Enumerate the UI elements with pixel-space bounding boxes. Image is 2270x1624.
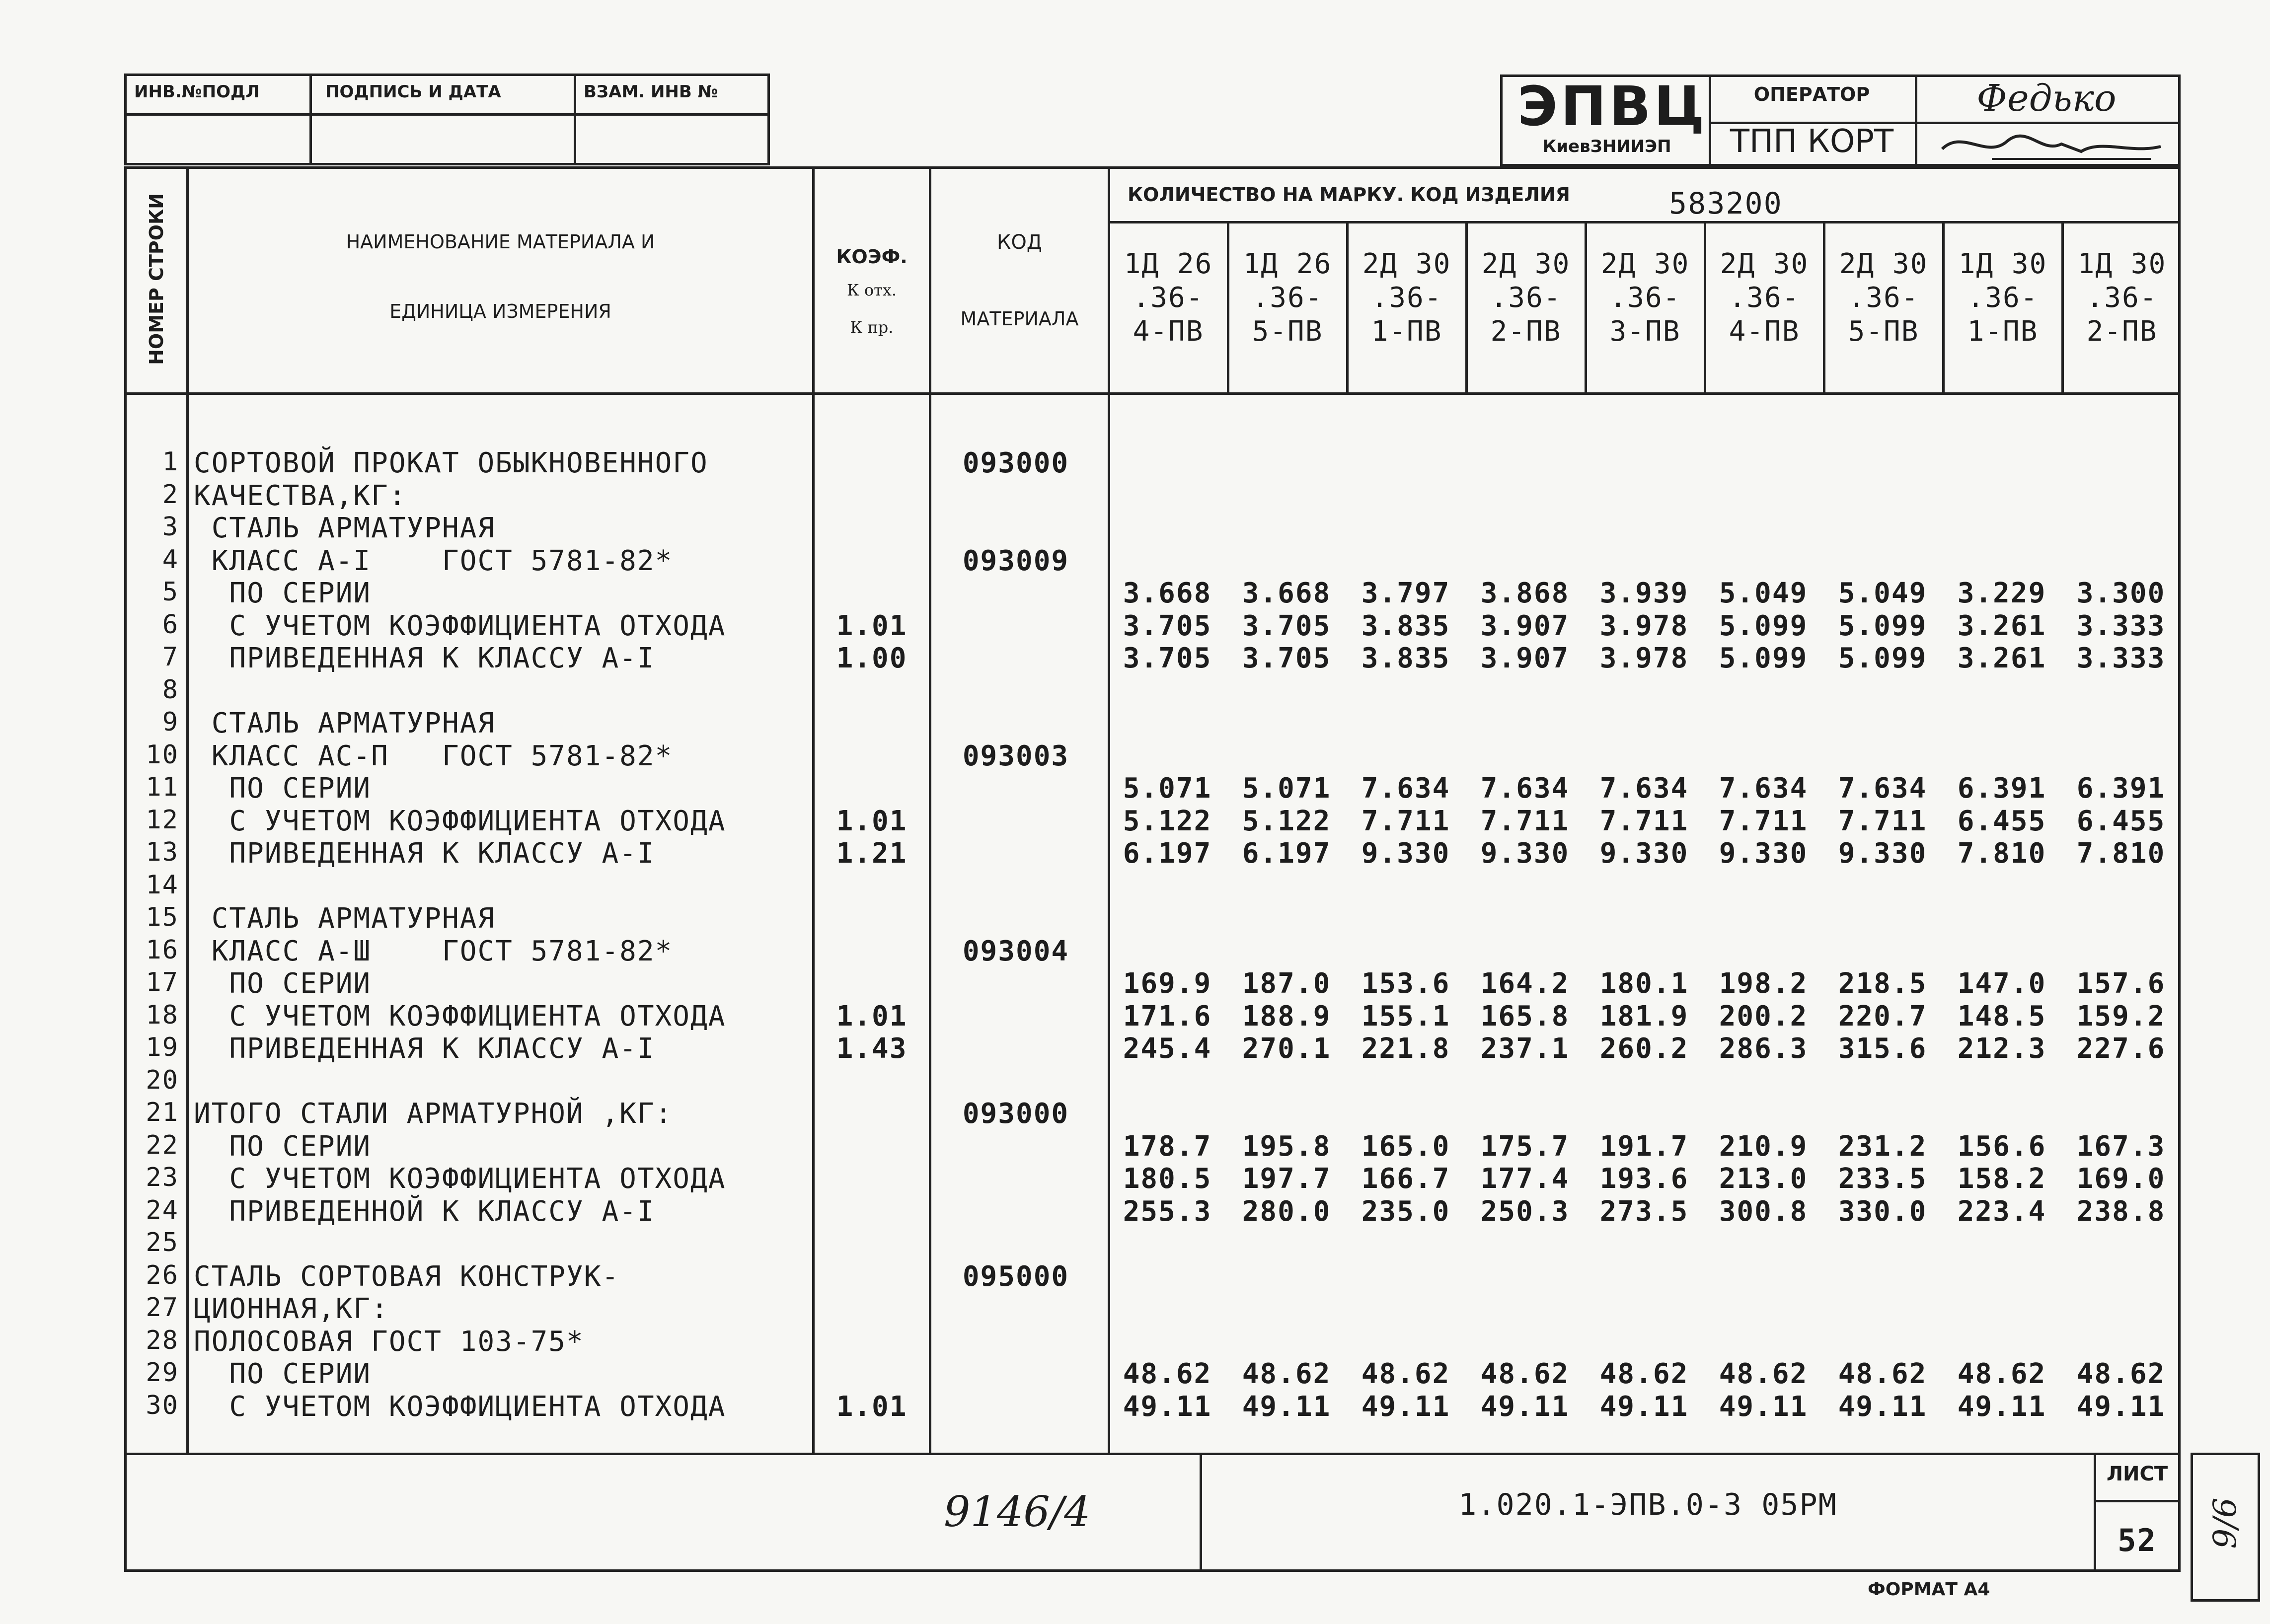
table-cell: 178.7 bbox=[1123, 1130, 1212, 1163]
table-cell: 48.62 bbox=[1480, 1358, 1570, 1390]
table-cell: 9.330 bbox=[1838, 837, 1927, 870]
column-header-line: .36- bbox=[1609, 282, 1681, 314]
table-cell: 3.907 bbox=[1480, 642, 1570, 674]
table-cell: 9.330 bbox=[1599, 837, 1689, 870]
column-header-line: 1Д 30 bbox=[2077, 248, 2167, 280]
org-logo-subtitle: КиевЗНИИЭП bbox=[1542, 137, 1671, 156]
table-cell: 3.705 bbox=[1123, 642, 1212, 674]
table-cell: 166.7 bbox=[1361, 1163, 1450, 1195]
row-number: 4 bbox=[162, 545, 179, 575]
row-number: 22 bbox=[146, 1130, 179, 1160]
format-label: ФОРМАТ А4 bbox=[1868, 1579, 1990, 1600]
table-cell: 255.3 bbox=[1123, 1195, 1212, 1228]
org-divider bbox=[1915, 74, 1917, 166]
product-code: 583200 bbox=[1669, 186, 1783, 221]
table-cell: 218.5 bbox=[1838, 967, 1927, 1000]
row-code: 093004 bbox=[962, 935, 1069, 967]
podpis-data-label: ПОДПИСЬ И ДАТА bbox=[325, 82, 501, 102]
table-cell: 330.0 bbox=[1838, 1195, 1927, 1228]
table-cell: 48.62 bbox=[1123, 1358, 1212, 1390]
stamp-divider bbox=[124, 113, 770, 116]
inv-podl-label: ИНВ.№ПОДЛ bbox=[134, 82, 260, 102]
sheet-number: 52 bbox=[2118, 1522, 2157, 1558]
row-number: 9 bbox=[162, 707, 179, 737]
table-cell: 286.3 bbox=[1719, 1033, 1808, 1065]
row-name: КЛАСС А-Ш ГОСТ 5781-82* bbox=[194, 935, 673, 967]
row-number: 11 bbox=[146, 772, 179, 802]
table-cell: 180.5 bbox=[1123, 1163, 1212, 1195]
row-number: 12 bbox=[146, 805, 179, 835]
row-coef: 1.21 bbox=[836, 837, 908, 870]
table-cell: 48.62 bbox=[2076, 1358, 2166, 1390]
table-cell: 210.9 bbox=[1719, 1130, 1808, 1163]
row-number: 18 bbox=[146, 1000, 179, 1030]
table-cell: 3.907 bbox=[1480, 610, 1570, 642]
table-cell: 223.4 bbox=[1957, 1195, 2046, 1228]
table-cell: 49.11 bbox=[2076, 1391, 2166, 1423]
handwritten-number: 9146/4 bbox=[944, 1487, 1091, 1536]
table-cell: 6.391 bbox=[1957, 772, 2046, 805]
column-header-line: 3-ПВ bbox=[1609, 315, 1681, 348]
footer-left-edge bbox=[124, 1453, 127, 1572]
table-cell: 5.071 bbox=[1123, 772, 1212, 805]
table-cell: 193.6 bbox=[1599, 1163, 1689, 1195]
code-header-line2: МАТЕРИАЛА bbox=[960, 308, 1079, 330]
column-header-line: 2Д 30 bbox=[1481, 248, 1571, 280]
column-header-line: .36- bbox=[1967, 282, 2039, 314]
table-cell: 7.711 bbox=[1480, 805, 1570, 837]
row-number: 30 bbox=[146, 1391, 179, 1420]
row-name: ПО СЕРИИ bbox=[194, 772, 372, 805]
table-cell: 177.4 bbox=[1480, 1163, 1570, 1195]
footer-bottom bbox=[124, 1569, 2181, 1572]
table-cell: 148.5 bbox=[1957, 1000, 2046, 1033]
row-code: 093000 bbox=[962, 1098, 1069, 1130]
org-logo: ЭПВЦ bbox=[1517, 74, 1708, 138]
table-cell: 6.197 bbox=[1123, 837, 1212, 870]
table-cell: 221.8 bbox=[1361, 1033, 1450, 1065]
row-name: ПО СЕРИИ bbox=[194, 1130, 372, 1163]
table-cell: 273.5 bbox=[1599, 1195, 1689, 1228]
table-cell: 3.229 bbox=[1957, 577, 2046, 609]
row-coef: 1.01 bbox=[836, 1391, 908, 1423]
table-cell: 175.7 bbox=[1480, 1130, 1570, 1163]
table-cell: 5.122 bbox=[1123, 805, 1212, 837]
row-number: 13 bbox=[146, 837, 179, 867]
table-cell: 180.1 bbox=[1599, 967, 1689, 1000]
column-header-line: 4-ПВ bbox=[1133, 315, 1204, 348]
row-code: 093003 bbox=[962, 740, 1069, 772]
table-cell: 3.835 bbox=[1361, 610, 1450, 642]
column-header-line: .36- bbox=[1729, 282, 1800, 314]
row-coef: 1.00 bbox=[836, 642, 908, 674]
column-header-line: 1Д 26 bbox=[1124, 248, 1213, 280]
column-header-line: 1-ПВ bbox=[1967, 315, 2039, 348]
row-number: 28 bbox=[146, 1326, 179, 1355]
table-cell: 3.705 bbox=[1123, 610, 1212, 642]
table-cell: 49.11 bbox=[1361, 1391, 1450, 1423]
row-number: 8 bbox=[162, 675, 179, 705]
row-number: 5 bbox=[162, 577, 179, 607]
column-header-line: .36- bbox=[1133, 282, 1204, 314]
table-cell: 164.2 bbox=[1480, 967, 1570, 1000]
stamp-divider bbox=[309, 74, 312, 165]
row-name: ПОЛОСОВАЯ ГОСТ 103-75* bbox=[194, 1326, 584, 1358]
table-cell: 238.8 bbox=[2076, 1195, 2166, 1228]
table-cell: 3.261 bbox=[1957, 642, 2046, 674]
row-name: С УЧЕТОМ КОЭФФИЦИЕНТА ОТХОДА bbox=[194, 805, 726, 837]
table-cell: 3.261 bbox=[1957, 610, 2046, 642]
signature-name: Федько bbox=[1976, 77, 2117, 120]
row-name: ПРИВЕДЕННАЯ К КЛАССУ А-I bbox=[194, 642, 655, 674]
row-number: 25 bbox=[146, 1228, 179, 1257]
table-cell: 227.6 bbox=[2076, 1033, 2166, 1065]
table-cell: 159.2 bbox=[2076, 1000, 2166, 1033]
row-number: 1 bbox=[162, 447, 179, 477]
row-number: 23 bbox=[146, 1163, 179, 1192]
table-cell: 270.1 bbox=[1242, 1033, 1331, 1065]
table-cell: 200.2 bbox=[1719, 1000, 1808, 1033]
code-header-line1: КОД bbox=[996, 231, 1043, 254]
operator-value: ТПП КОРТ bbox=[1730, 123, 1894, 160]
table-cell: 3.835 bbox=[1361, 642, 1450, 674]
table-cell: 48.62 bbox=[1242, 1358, 1331, 1390]
row-number: 17 bbox=[146, 967, 179, 997]
row-code: 093009 bbox=[962, 545, 1069, 577]
table-cell: 300.8 bbox=[1719, 1195, 1808, 1228]
table-cell: 181.9 bbox=[1599, 1000, 1689, 1033]
table-cell: 147.0 bbox=[1957, 967, 2046, 1000]
row-name: СТАЛЬ АРМАТУРНАЯ bbox=[194, 902, 496, 935]
row-name: КАЧЕСТВА,КГ: bbox=[194, 480, 407, 512]
row-number: 3 bbox=[162, 512, 179, 542]
stamp-divider bbox=[574, 74, 576, 165]
table-cell: 5.122 bbox=[1242, 805, 1331, 837]
row-number: 27 bbox=[146, 1293, 179, 1323]
table-cell: 171.6 bbox=[1123, 1000, 1212, 1033]
coef-header-line3: К пр. bbox=[850, 318, 894, 337]
table-cell: 5.099 bbox=[1838, 642, 1927, 674]
row-number: 20 bbox=[146, 1065, 179, 1095]
row-name: С УЧЕТОМ КОЭФФИЦИЕНТА ОТХОДА bbox=[194, 1391, 726, 1423]
table-cell: 7.634 bbox=[1838, 772, 1927, 805]
table-cell: 197.7 bbox=[1242, 1163, 1331, 1195]
qty-label: КОЛИЧЕСТВО НА МАРКУ. КОД ИЗДЕЛИЯ bbox=[1128, 184, 1570, 206]
table-cell: 7.711 bbox=[1838, 805, 1927, 837]
table-cell: 3.300 bbox=[2076, 577, 2166, 609]
row-code: 095000 bbox=[962, 1260, 1069, 1293]
row-number: 24 bbox=[146, 1195, 179, 1225]
col-divider bbox=[186, 166, 189, 1455]
column-header-line: 2Д 30 bbox=[1362, 248, 1451, 280]
table-cell: 48.62 bbox=[1719, 1358, 1808, 1390]
table-cell: 5.099 bbox=[1719, 642, 1808, 674]
header-divider bbox=[124, 392, 2181, 395]
table-cell: 237.1 bbox=[1480, 1033, 1570, 1065]
table-cell: 3.939 bbox=[1599, 577, 1689, 609]
coef-header-line2: К отх. bbox=[846, 281, 897, 299]
footer-right-edge bbox=[2178, 1453, 2181, 1572]
table-cell: 187.0 bbox=[1242, 967, 1331, 1000]
table-cell: 212.3 bbox=[1957, 1033, 2046, 1065]
column-header-line: 2Д 30 bbox=[1600, 248, 1690, 280]
column-header-line: 1-ПВ bbox=[1371, 315, 1442, 348]
table-cell: 220.7 bbox=[1838, 1000, 1927, 1033]
table-cell: 7.711 bbox=[1719, 805, 1808, 837]
row-name: ПРИВЕДЕННАЯ К КЛАССУ А-I bbox=[194, 1033, 655, 1065]
column-header-line: .36- bbox=[1371, 282, 1442, 314]
table-cell: 165.8 bbox=[1480, 1000, 1570, 1033]
table-cell: 191.7 bbox=[1599, 1130, 1689, 1163]
column-header-line: .36- bbox=[1490, 282, 1562, 314]
column-header-line: 2-ПВ bbox=[1490, 315, 1562, 348]
row-code: 093000 bbox=[962, 447, 1069, 479]
table-cell: 49.11 bbox=[1242, 1391, 1331, 1423]
table-cell: 167.3 bbox=[2076, 1130, 2166, 1163]
table-cell: 315.6 bbox=[1838, 1033, 1927, 1065]
row-number: 26 bbox=[146, 1260, 179, 1290]
vzam-inv-label: ВЗАМ. ИНВ № bbox=[584, 82, 718, 102]
row-number: 10 bbox=[146, 740, 179, 770]
table-cell: 7.711 bbox=[1599, 805, 1689, 837]
signature-scribble bbox=[1932, 124, 2171, 164]
table-cell: 7.634 bbox=[1599, 772, 1689, 805]
table-cell: 7.810 bbox=[2076, 837, 2166, 870]
table-cell: 231.2 bbox=[1838, 1130, 1927, 1163]
row-coef: 1.43 bbox=[836, 1033, 908, 1065]
table-cell: 7.634 bbox=[1719, 772, 1808, 805]
table-cell: 9.330 bbox=[1719, 837, 1808, 870]
row-coef: 1.01 bbox=[836, 805, 908, 837]
name-header-line2: ЕДИНИЦА ИЗМЕРЕНИЯ bbox=[389, 300, 611, 322]
row-coef: 1.01 bbox=[836, 1000, 908, 1033]
column-header-line: 5-ПВ bbox=[1848, 315, 1919, 348]
table-cell: 7.711 bbox=[1361, 805, 1450, 837]
table-cell: 260.2 bbox=[1599, 1033, 1689, 1065]
table-cell: 49.11 bbox=[1719, 1391, 1808, 1423]
column-header-line: 1Д 26 bbox=[1243, 248, 1332, 280]
table-cell: 245.4 bbox=[1123, 1033, 1212, 1065]
row-name: СТАЛЬ СОРТОВАЯ КОНСТРУК- bbox=[194, 1260, 620, 1293]
table-cell: 3.705 bbox=[1242, 610, 1331, 642]
table-cell: 156.6 bbox=[1957, 1130, 2046, 1163]
row-name: ПО СЕРИИ bbox=[194, 1358, 372, 1390]
table-cell: 213.0 bbox=[1719, 1163, 1808, 1195]
table-cell: 48.62 bbox=[1599, 1358, 1689, 1390]
column-header-line: .36- bbox=[1848, 282, 1919, 314]
table-cell: 3.797 bbox=[1361, 577, 1450, 609]
table-cell: 157.6 bbox=[2076, 967, 2166, 1000]
column-header-line: 1Д 30 bbox=[1958, 248, 2047, 280]
table-cell: 169.9 bbox=[1123, 967, 1212, 1000]
row-number-header: НОМЕР СТРОКИ bbox=[146, 193, 167, 365]
table-cell: 3.705 bbox=[1242, 642, 1331, 674]
col-divider bbox=[929, 166, 931, 1455]
table-cell: 9.330 bbox=[1361, 837, 1450, 870]
row-name: ПРИВЕДЕННОЙ К КЛАССУ А-I bbox=[194, 1195, 655, 1228]
column-header-line: 5-ПВ bbox=[1252, 315, 1323, 348]
row-name: КЛАСС А-I ГОСТ 5781-82* bbox=[194, 545, 673, 577]
table-cell: 49.11 bbox=[1599, 1391, 1689, 1423]
table-cell: 7.634 bbox=[1480, 772, 1570, 805]
row-name: СОРТОВОЙ ПРОКАТ ОБЫКНОВЕННОГО bbox=[194, 447, 708, 479]
table-cell: 165.0 bbox=[1361, 1130, 1450, 1163]
table-cell: 3.333 bbox=[2076, 642, 2166, 674]
qty-header-divider bbox=[1108, 221, 2181, 223]
table-cell: 9.330 bbox=[1480, 837, 1570, 870]
table-cell: 3.668 bbox=[1123, 577, 1212, 609]
table-cell: 49.11 bbox=[1123, 1391, 1212, 1423]
table-cell: 49.11 bbox=[1480, 1391, 1570, 1423]
table-cell: 235.0 bbox=[1361, 1195, 1450, 1228]
table-cell: 233.5 bbox=[1838, 1163, 1927, 1195]
table-cell: 6.197 bbox=[1242, 837, 1331, 870]
row-number: 16 bbox=[146, 935, 179, 965]
row-name: ПО СЕРИИ bbox=[194, 577, 372, 609]
table-cell: 48.62 bbox=[1361, 1358, 1450, 1390]
row-name: С УЧЕТОМ КОЭФФИЦИЕНТА ОТХОДА bbox=[194, 610, 726, 642]
table-cell: 6.391 bbox=[2076, 772, 2166, 805]
table-cell: 153.6 bbox=[1361, 967, 1450, 1000]
column-header-line: 2Д 30 bbox=[1839, 248, 1928, 280]
table-cell: 49.11 bbox=[1838, 1391, 1927, 1423]
table-cell: 48.62 bbox=[1957, 1358, 2046, 1390]
table-cell: 250.3 bbox=[1480, 1195, 1570, 1228]
row-name: СТАЛЬ АРМАТУРНАЯ bbox=[194, 707, 496, 739]
name-header-line1: НАИМЕНОВАНИЕ МАТЕРИАЛА И bbox=[346, 231, 655, 253]
table-cell: 5.049 bbox=[1838, 577, 1927, 609]
footer-divider bbox=[124, 1453, 2181, 1455]
row-number: 2 bbox=[162, 480, 179, 510]
row-coef: 1.01 bbox=[836, 610, 908, 642]
table-cell: 3.668 bbox=[1242, 577, 1331, 609]
table-cell: 5.099 bbox=[1838, 610, 1927, 642]
document-code: 1.020.1-ЭПВ.0-3 05РМ bbox=[1458, 1487, 1837, 1522]
sheet-box-divider bbox=[2094, 1500, 2181, 1502]
column-header-line: 2Д 30 bbox=[1720, 248, 1809, 280]
row-name: ПРИВЕДЕННАЯ К КЛАССУ А-I bbox=[194, 837, 655, 870]
table-cell: 7.810 bbox=[1957, 837, 2046, 870]
table-cell: 7.634 bbox=[1361, 772, 1450, 805]
sheet-label: ЛИСТ bbox=[2106, 1463, 2168, 1485]
row-number: 29 bbox=[146, 1358, 179, 1388]
row-number: 15 bbox=[146, 902, 179, 932]
table-cell: 6.455 bbox=[2076, 805, 2166, 837]
table-cell: 5.049 bbox=[1719, 577, 1808, 609]
table-cell: 188.9 bbox=[1242, 1000, 1331, 1033]
row-name: ЦИОННАЯ,КГ: bbox=[194, 1293, 389, 1325]
row-name: СТАЛЬ АРМАТУРНАЯ bbox=[194, 512, 496, 544]
table-cell: 6.455 bbox=[1957, 805, 2046, 837]
table-cell: 155.1 bbox=[1361, 1000, 1450, 1033]
row-name: КЛАСС АС-П ГОСТ 5781-82* bbox=[194, 740, 673, 772]
row-name: С УЧЕТОМ КОЭФФИЦИЕНТА ОТХОДА bbox=[194, 1000, 726, 1033]
table-cell: 3.333 bbox=[2076, 610, 2166, 642]
table-cell: 198.2 bbox=[1719, 967, 1808, 1000]
table-cell: 5.071 bbox=[1242, 772, 1331, 805]
table-cell: 195.8 bbox=[1242, 1130, 1331, 1163]
row-number: 21 bbox=[146, 1098, 179, 1127]
operator-label: ОПЕРАТОР bbox=[1753, 83, 1870, 105]
column-header-line: 4-ПВ bbox=[1729, 315, 1800, 348]
column-header-line: .36- bbox=[1252, 282, 1323, 314]
row-name: ПО СЕРИИ bbox=[194, 967, 372, 1000]
table-cell: 169.0 bbox=[2076, 1163, 2166, 1195]
row-name: С УЧЕТОМ КОЭФФИЦИЕНТА ОТХОДА bbox=[194, 1163, 726, 1195]
table-cell: 3.978 bbox=[1599, 610, 1689, 642]
table-cell: 280.0 bbox=[1242, 1195, 1331, 1228]
column-header-line: .36- bbox=[2086, 282, 2158, 314]
row-name: ИТОГО СТАЛИ АРМАТУРНОЙ ,КГ: bbox=[194, 1098, 673, 1130]
table-cell: 3.978 bbox=[1599, 642, 1689, 674]
row-number: 6 bbox=[162, 610, 179, 640]
table-cell: 49.11 bbox=[1957, 1391, 2046, 1423]
row-number: 19 bbox=[146, 1033, 179, 1062]
side-mark: 9/6 bbox=[2207, 1497, 2244, 1549]
table-cell: 3.868 bbox=[1480, 577, 1570, 609]
row-number: 14 bbox=[146, 870, 179, 900]
table-cell: 5.099 bbox=[1719, 610, 1808, 642]
column-header-line: 2-ПВ bbox=[2086, 315, 2158, 348]
coef-header-line1: КОЭФ. bbox=[836, 246, 908, 268]
table-cell: 158.2 bbox=[1957, 1163, 2046, 1195]
row-number: 7 bbox=[162, 642, 179, 672]
table-cell: 48.62 bbox=[1838, 1358, 1927, 1390]
